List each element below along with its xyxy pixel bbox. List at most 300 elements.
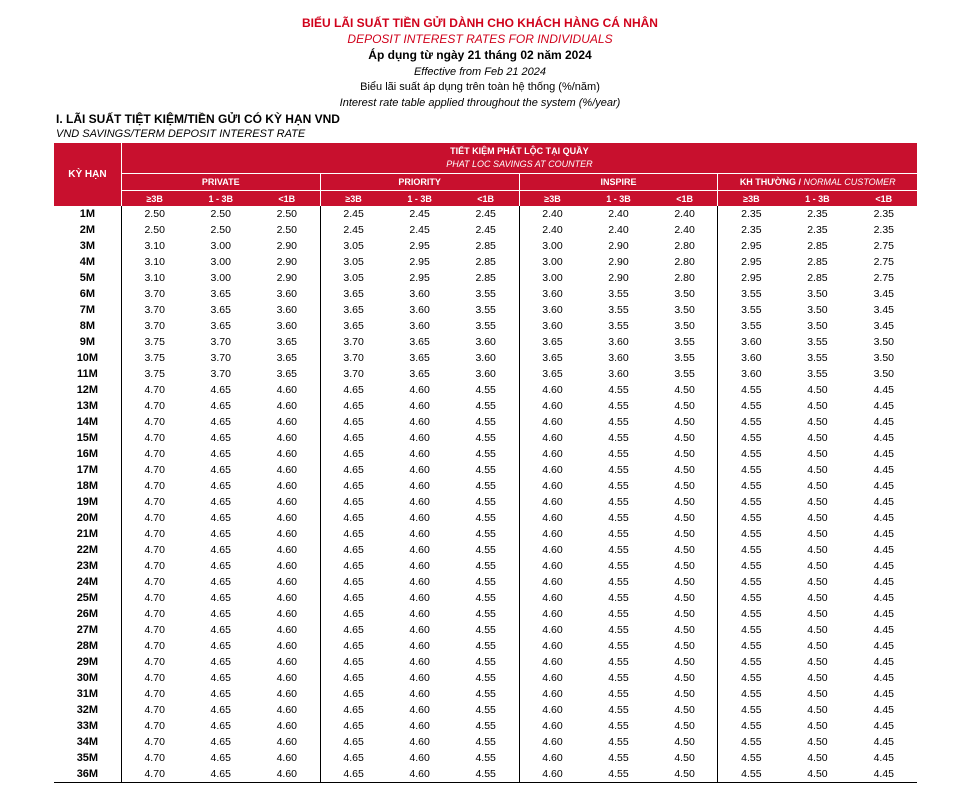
rate-cell: 2.85 — [475, 271, 496, 284]
rate-cell: 4.65 — [320, 542, 386, 558]
rate-cell: 4.65 — [320, 590, 386, 606]
table-row — [54, 478, 917, 494]
term-cell: 11M — [54, 366, 121, 382]
rate-cell: 4.70 — [121, 542, 187, 558]
effective-date-en: Effective from Feb 21 2024 — [413, 66, 547, 78]
table-row — [54, 222, 917, 238]
rate-cell: 4.50 — [807, 527, 828, 540]
rate-cell: 4.50 — [807, 559, 828, 572]
rate-cell: 4.50 — [807, 415, 828, 428]
term-cell: 36M — [54, 766, 121, 783]
rate-cell: 4.60 — [409, 463, 430, 476]
term-cell: 14M — [54, 414, 121, 430]
rate-cell: 3.00 — [519, 238, 585, 254]
title-en: DEPOSIT INTEREST RATES FOR INDIVIDUALS — [347, 32, 613, 46]
group-header-private — [121, 174, 320, 191]
rate-cell: 4.50 — [807, 671, 828, 684]
rate-cell: 3.50 — [873, 351, 894, 364]
rate-cell: 4.65 — [210, 415, 231, 428]
rate-cell: 4.70 — [121, 462, 187, 478]
rate-cell: 4.45 — [873, 655, 894, 668]
rate-cell: 4.55 — [453, 766, 519, 783]
rate-cell: 4.65 — [320, 478, 386, 494]
rate-cell: 4.60 — [409, 415, 430, 428]
table-row — [54, 318, 917, 334]
rate-cell: 2.45 — [475, 207, 496, 220]
table-row — [54, 734, 917, 750]
rate-cell: 4.60 — [409, 735, 430, 748]
tier-header: 1 - 3B — [784, 191, 850, 207]
rate-cell: 4.70 — [121, 574, 187, 590]
table-row — [54, 446, 917, 462]
table-row — [54, 302, 917, 318]
rate-cell: 3.70 — [210, 351, 231, 364]
rate-cell: 4.55 — [475, 607, 496, 620]
rate-cell: 4.60 — [409, 703, 430, 716]
interest-rate-table — [54, 143, 917, 783]
rate-cell: 4.55 — [718, 510, 784, 526]
rate-cell: 4.55 — [475, 511, 496, 524]
rate-cell: 2.90 — [276, 271, 297, 284]
rate-cell: 2.95 — [409, 255, 430, 268]
rate-cell: 4.70 — [121, 670, 187, 686]
rate-cell: 2.85 — [475, 239, 496, 252]
rate-cell: 4.65 — [210, 623, 231, 636]
rate-cell: 4.65 — [320, 398, 386, 414]
tier-header: 1 - 3B — [386, 191, 452, 207]
rate-cell: 4.55 — [608, 415, 629, 428]
tier-header: ≥3B — [121, 191, 187, 207]
rate-cell: 3.50 — [807, 303, 828, 316]
rate-cell: 2.85 — [807, 239, 828, 252]
rate-cell: 4.55 — [608, 463, 629, 476]
tier-header: <1B — [851, 191, 917, 207]
rate-cell: 4.55 — [475, 559, 496, 572]
rate-cell: 3.50 — [873, 335, 894, 348]
rate-cell: 3.70 — [121, 302, 187, 318]
rate-cell: 4.60 — [519, 382, 585, 398]
rate-cell: 3.70 — [121, 286, 187, 302]
rate-cell: 4.50 — [807, 607, 828, 620]
term-cell: 23M — [54, 558, 121, 574]
rate-cell: 4.55 — [475, 719, 496, 732]
rate-cell: 4.65 — [320, 414, 386, 430]
rate-cell: 4.55 — [718, 670, 784, 686]
rate-cell: 3.60 — [519, 286, 585, 302]
term-cell: 7M — [54, 302, 121, 318]
rate-cell: 4.50 — [807, 623, 828, 636]
table-row — [54, 238, 917, 254]
term-cell: 34M — [54, 734, 121, 750]
rate-cell: 4.55 — [718, 414, 784, 430]
tier-header: <1B — [652, 191, 718, 207]
rate-cell: 4.65 — [210, 383, 231, 396]
rate-cell: 2.50 — [210, 223, 231, 236]
group-name-en: NORMAL CUSTOMER — [803, 177, 896, 187]
rate-cell: 4.60 — [519, 622, 585, 638]
table-row — [54, 574, 917, 590]
rate-cell: 3.65 — [409, 335, 430, 348]
rate-cell: 4.60 — [409, 447, 430, 460]
term-cell: 6M — [54, 286, 121, 302]
rate-cell: 4.45 — [873, 383, 894, 396]
rate-cell: 4.65 — [210, 447, 231, 460]
rate-cell: 3.50 — [807, 287, 828, 300]
term-cell: 20M — [54, 510, 121, 526]
rate-cell: 4.65 — [320, 462, 386, 478]
rate-cell: 2.50 — [276, 207, 297, 220]
rate-cell: 3.65 — [519, 350, 585, 366]
rate-cell: 4.60 — [276, 639, 297, 652]
effective-date-vn: Áp dụng từ ngày 21 tháng 02 năm 2024 — [368, 48, 592, 62]
term-cell: 13M — [54, 398, 121, 414]
table-row — [54, 750, 917, 766]
rate-cell: 4.55 — [475, 575, 496, 588]
rate-cell: 4.55 — [718, 462, 784, 478]
rate-cell: 3.55 — [718, 318, 784, 334]
table-row — [54, 526, 917, 542]
rate-cell: 4.70 — [121, 766, 187, 783]
rate-cell: 4.55 — [475, 639, 496, 652]
rate-cell: 3.50 — [674, 303, 695, 316]
rate-cell: 4.65 — [210, 703, 231, 716]
rate-cell: 4.70 — [121, 558, 187, 574]
rate-cell: 3.55 — [807, 335, 828, 348]
rate-cell: 4.45 — [873, 431, 894, 444]
rate-cell: 3.60 — [409, 303, 430, 316]
table-row — [54, 766, 917, 783]
rate-cell: 3.60 — [718, 366, 784, 382]
term-cell: 19M — [54, 494, 121, 510]
rate-cell: 4.45 — [873, 415, 894, 428]
rate-cell: 3.55 — [674, 367, 695, 380]
rate-cell: 4.65 — [210, 639, 231, 652]
rate-cell: 4.55 — [608, 511, 629, 524]
rate-cell: 4.60 — [276, 431, 297, 444]
rate-cell: 3.65 — [409, 367, 430, 380]
table-row — [54, 622, 917, 638]
rate-cell: 4.50 — [674, 415, 695, 428]
rate-cell: 4.60 — [409, 623, 430, 636]
rate-cell: 4.55 — [475, 735, 496, 748]
rate-cell: 2.40 — [608, 207, 629, 220]
rate-cell: 4.60 — [409, 479, 430, 492]
rate-cell: 4.60 — [276, 415, 297, 428]
rate-cell: 3.55 — [718, 286, 784, 302]
rate-cell: 3.70 — [121, 318, 187, 334]
rate-cell: 4.70 — [121, 478, 187, 494]
rate-cell: 3.05 — [320, 270, 386, 286]
rate-cell: 3.60 — [608, 367, 629, 380]
rate-cell: 4.65 — [210, 463, 231, 476]
rate-cell: 3.00 — [519, 270, 585, 286]
rate-cell: 3.60 — [718, 350, 784, 366]
rate-cell: 4.60 — [276, 623, 297, 636]
rate-cell: 4.65 — [210, 607, 231, 620]
rate-cell: 4.50 — [807, 687, 828, 700]
rate-cell: 3.75 — [121, 350, 187, 366]
tier-header: <1B — [453, 191, 519, 207]
rate-cell: 4.50 — [807, 719, 828, 732]
rate-cell: 4.60 — [519, 526, 585, 542]
table-row — [54, 702, 917, 718]
rate-cell: 4.65 — [210, 719, 231, 732]
rate-cell: 4.55 — [608, 383, 629, 396]
rate-cell: 4.55 — [718, 702, 784, 718]
rate-cell: 4.55 — [475, 591, 496, 604]
rate-cell: 3.10 — [121, 238, 187, 254]
term-cell: 4M — [54, 254, 121, 270]
rate-cell: 4.55 — [718, 638, 784, 654]
rate-cell: 3.65 — [519, 366, 585, 382]
rate-cell: 4.65 — [320, 606, 386, 622]
rate-cell: 4.45 — [873, 607, 894, 620]
rate-cell: 4.60 — [519, 670, 585, 686]
rate-cell: 4.55 — [718, 734, 784, 750]
rate-cell: 4.55 — [608, 607, 629, 620]
rate-cell: 2.80 — [674, 255, 695, 268]
term-cell: 27M — [54, 622, 121, 638]
rate-cell: 4.60 — [519, 654, 585, 670]
tier-header: <1B — [254, 191, 320, 207]
rate-cell: 3.55 — [608, 287, 629, 300]
rate-cell: 4.60 — [519, 574, 585, 590]
rate-cell: 4.55 — [608, 719, 629, 732]
rate-cell: 4.50 — [807, 575, 828, 588]
rate-cell: 3.70 — [210, 367, 231, 380]
rate-cell: 4.45 — [873, 399, 894, 412]
rate-cell: 4.65 — [320, 622, 386, 638]
rate-cell: 4.55 — [718, 606, 784, 622]
rate-cell: 4.60 — [276, 559, 297, 572]
rate-cell: 4.55 — [718, 622, 784, 638]
rate-cell: 4.45 — [873, 479, 894, 492]
rate-cell: 4.60 — [409, 543, 430, 556]
rate-cell: 4.60 — [276, 687, 297, 700]
group-header-priority — [320, 174, 519, 191]
rate-cell: 2.45 — [320, 206, 386, 222]
rate-cell: 4.55 — [475, 751, 496, 764]
rate-cell: 4.60 — [519, 686, 585, 702]
rate-cell: 4.45 — [873, 751, 894, 764]
rate-cell: 4.55 — [608, 751, 629, 764]
rate-cell: 3.50 — [674, 319, 695, 332]
rate-cell: 4.50 — [674, 703, 695, 716]
rate-cell: 4.55 — [608, 591, 629, 604]
rate-cell: 4.60 — [409, 495, 430, 508]
scope-note-vn: Biểu lãi suất áp dụng trên toàn hệ thống (%/năm) — [360, 81, 600, 93]
rate-cell: 4.65 — [210, 655, 231, 668]
rate-cell: 4.50 — [674, 735, 695, 748]
term-cell: 22M — [54, 542, 121, 558]
rate-cell: 3.65 — [409, 351, 430, 364]
rate-cell: 3.60 — [475, 335, 496, 348]
term-cell: 25M — [54, 590, 121, 606]
rate-cell: 4.55 — [718, 478, 784, 494]
rate-cell: 2.35 — [807, 207, 828, 220]
table-row — [54, 654, 917, 670]
rate-cell: 4.55 — [608, 575, 629, 588]
rate-cell: 3.55 — [718, 302, 784, 318]
table-row — [54, 286, 917, 302]
rate-cell: 4.65 — [320, 510, 386, 526]
rate-cell: 4.45 — [873, 671, 894, 684]
group-header-inspire — [519, 174, 718, 191]
rate-cell: 2.35 — [718, 206, 784, 222]
rate-cell: 4.60 — [519, 590, 585, 606]
rate-cell: 4.60 — [519, 462, 585, 478]
tier-header: 1 - 3B — [188, 191, 254, 207]
rate-cell: 4.45 — [873, 495, 894, 508]
rate-cell: 4.70 — [121, 606, 187, 622]
rate-cell: 3.65 — [519, 334, 585, 350]
rate-cell: 3.75 — [121, 334, 187, 350]
section-title-vn: I. LÃI SUẤT TIỆT KIỆM/TIỀN GỬI CÓ KỲ HẠN VND — [56, 112, 340, 126]
rate-cell: 4.55 — [608, 703, 629, 716]
rate-cell: 4.50 — [807, 639, 828, 652]
rate-cell: 3.45 — [873, 319, 894, 332]
rate-cell: 2.95 — [718, 238, 784, 254]
rate-cell: 4.55 — [608, 543, 629, 556]
rate-cell: 4.50 — [674, 639, 695, 652]
rate-cell: 4.55 — [608, 479, 629, 492]
rate-cell: 3.55 — [475, 303, 496, 316]
rate-cell: 4.50 — [807, 399, 828, 412]
table-row — [54, 430, 917, 446]
rate-cell: 4.55 — [475, 623, 496, 636]
rate-cell: 4.55 — [608, 559, 629, 572]
rate-cell: 4.60 — [276, 527, 297, 540]
term-cell: 28M — [54, 638, 121, 654]
rate-cell: 3.55 — [674, 351, 695, 364]
rate-cell: 4.55 — [718, 430, 784, 446]
rate-cell: 4.65 — [320, 430, 386, 446]
rate-cell: 3.55 — [475, 287, 496, 300]
rate-cell: 4.50 — [674, 527, 695, 540]
rate-cell: 4.45 — [873, 511, 894, 524]
table-row — [54, 510, 917, 526]
rate-cell: 2.40 — [519, 206, 585, 222]
term-cell: 30M — [54, 670, 121, 686]
rate-cell: 4.55 — [718, 574, 784, 590]
rate-cell: 4.65 — [320, 670, 386, 686]
rate-cell: 4.50 — [807, 591, 828, 604]
table-row — [54, 334, 917, 350]
tier-header: ≥3B — [320, 191, 386, 207]
table-row — [54, 398, 917, 414]
rate-cell: 4.60 — [519, 702, 585, 718]
rate-cell: 3.70 — [320, 334, 386, 350]
rate-cell: 3.70 — [320, 366, 386, 382]
rate-cell: 4.45 — [873, 447, 894, 460]
tier-header: ≥3B — [718, 191, 784, 207]
rate-cell: 3.55 — [807, 367, 828, 380]
product-header — [121, 143, 917, 174]
term-cell: 29M — [54, 654, 121, 670]
rate-cell: 3.05 — [320, 238, 386, 254]
table-row — [54, 638, 917, 654]
term-cell: 26M — [54, 606, 121, 622]
rate-cell: 4.60 — [409, 655, 430, 668]
rate-cell: 2.75 — [873, 271, 894, 284]
section-title-en: VND SAVINGS/TERM DEPOSIT INTEREST RATE — [56, 128, 306, 140]
rate-cell: 4.50 — [807, 431, 828, 444]
rate-cell: 4.65 — [210, 735, 231, 748]
rate-cell: 4.50 — [674, 623, 695, 636]
rate-cell: 4.45 — [873, 639, 894, 652]
rate-cell: 4.50 — [674, 575, 695, 588]
rate-cell: 4.65 — [210, 687, 231, 700]
rate-cell: 4.70 — [121, 734, 187, 750]
rate-cell: 4.45 — [873, 527, 894, 540]
rate-cell: 2.85 — [475, 255, 496, 268]
rate-cell: 4.55 — [718, 542, 784, 558]
rate-cell: 4.60 — [276, 703, 297, 716]
rate-cell: 4.65 — [320, 750, 386, 766]
rate-cell: 2.40 — [674, 207, 695, 220]
rate-cell: 4.55 — [475, 543, 496, 556]
rate-cell: 4.65 — [320, 526, 386, 542]
rate-cell: 4.60 — [409, 511, 430, 524]
rate-cell: 4.65 — [210, 399, 231, 412]
rate-cell: 4.60 — [409, 639, 430, 652]
rate-cell: 4.60 — [519, 494, 585, 510]
rate-cell: 4.60 — [276, 511, 297, 524]
rate-cell: 4.60 — [519, 750, 585, 766]
rate-cell: 4.60 — [519, 718, 585, 734]
rate-cell: 3.60 — [718, 334, 784, 350]
rate-cell: 4.55 — [475, 671, 496, 684]
rate-cell: 4.55 — [608, 655, 629, 668]
rate-cell: 4.50 — [807, 447, 828, 460]
rate-cell: 4.50 — [807, 703, 828, 716]
rate-cell: 2.95 — [718, 254, 784, 270]
rate-cell: 4.50 — [807, 495, 828, 508]
rate-cell: 2.90 — [608, 271, 629, 284]
rate-cell: 4.45 — [873, 735, 894, 748]
rate-cell: 3.00 — [210, 239, 231, 252]
rate-cell: 4.65 — [210, 431, 231, 444]
rate-cell: 4.70 — [121, 510, 187, 526]
rate-cell: 4.55 — [475, 703, 496, 716]
product-header-en: PHAT LOC SAVINGS AT COUNTER — [446, 159, 593, 169]
table-row — [54, 558, 917, 574]
rate-cell: 3.70 — [320, 350, 386, 366]
rate-cell: 4.50 — [674, 671, 695, 684]
term-cell: 21M — [54, 526, 121, 542]
rate-cell: 4.50 — [674, 591, 695, 604]
rate-cell: 4.45 — [873, 687, 894, 700]
rate-cell: 2.95 — [718, 270, 784, 286]
product-header-vn: TIẾT KIỆM PHÁT LỘC TẠI QUẦY — [450, 146, 589, 156]
term-cell: 8M — [54, 318, 121, 334]
rate-cell: 2.75 — [873, 255, 894, 268]
rate-cell: 3.60 — [409, 287, 430, 300]
rate-cell: 4.60 — [276, 655, 297, 668]
table-row — [54, 494, 917, 510]
rate-cell: 4.60 — [519, 766, 585, 783]
rate-cell: 3.65 — [210, 303, 231, 316]
rate-cell: 4.55 — [585, 766, 651, 783]
rate-cell: 4.55 — [718, 654, 784, 670]
rate-cell: 2.50 — [121, 222, 187, 238]
rate-cell: 3.60 — [519, 302, 585, 318]
rate-cell: 4.65 — [320, 734, 386, 750]
rate-cell: 4.55 — [718, 718, 784, 734]
rate-cell: 4.55 — [718, 446, 784, 462]
rate-cell: 4.55 — [475, 431, 496, 444]
rate-cell: 2.45 — [409, 207, 430, 220]
